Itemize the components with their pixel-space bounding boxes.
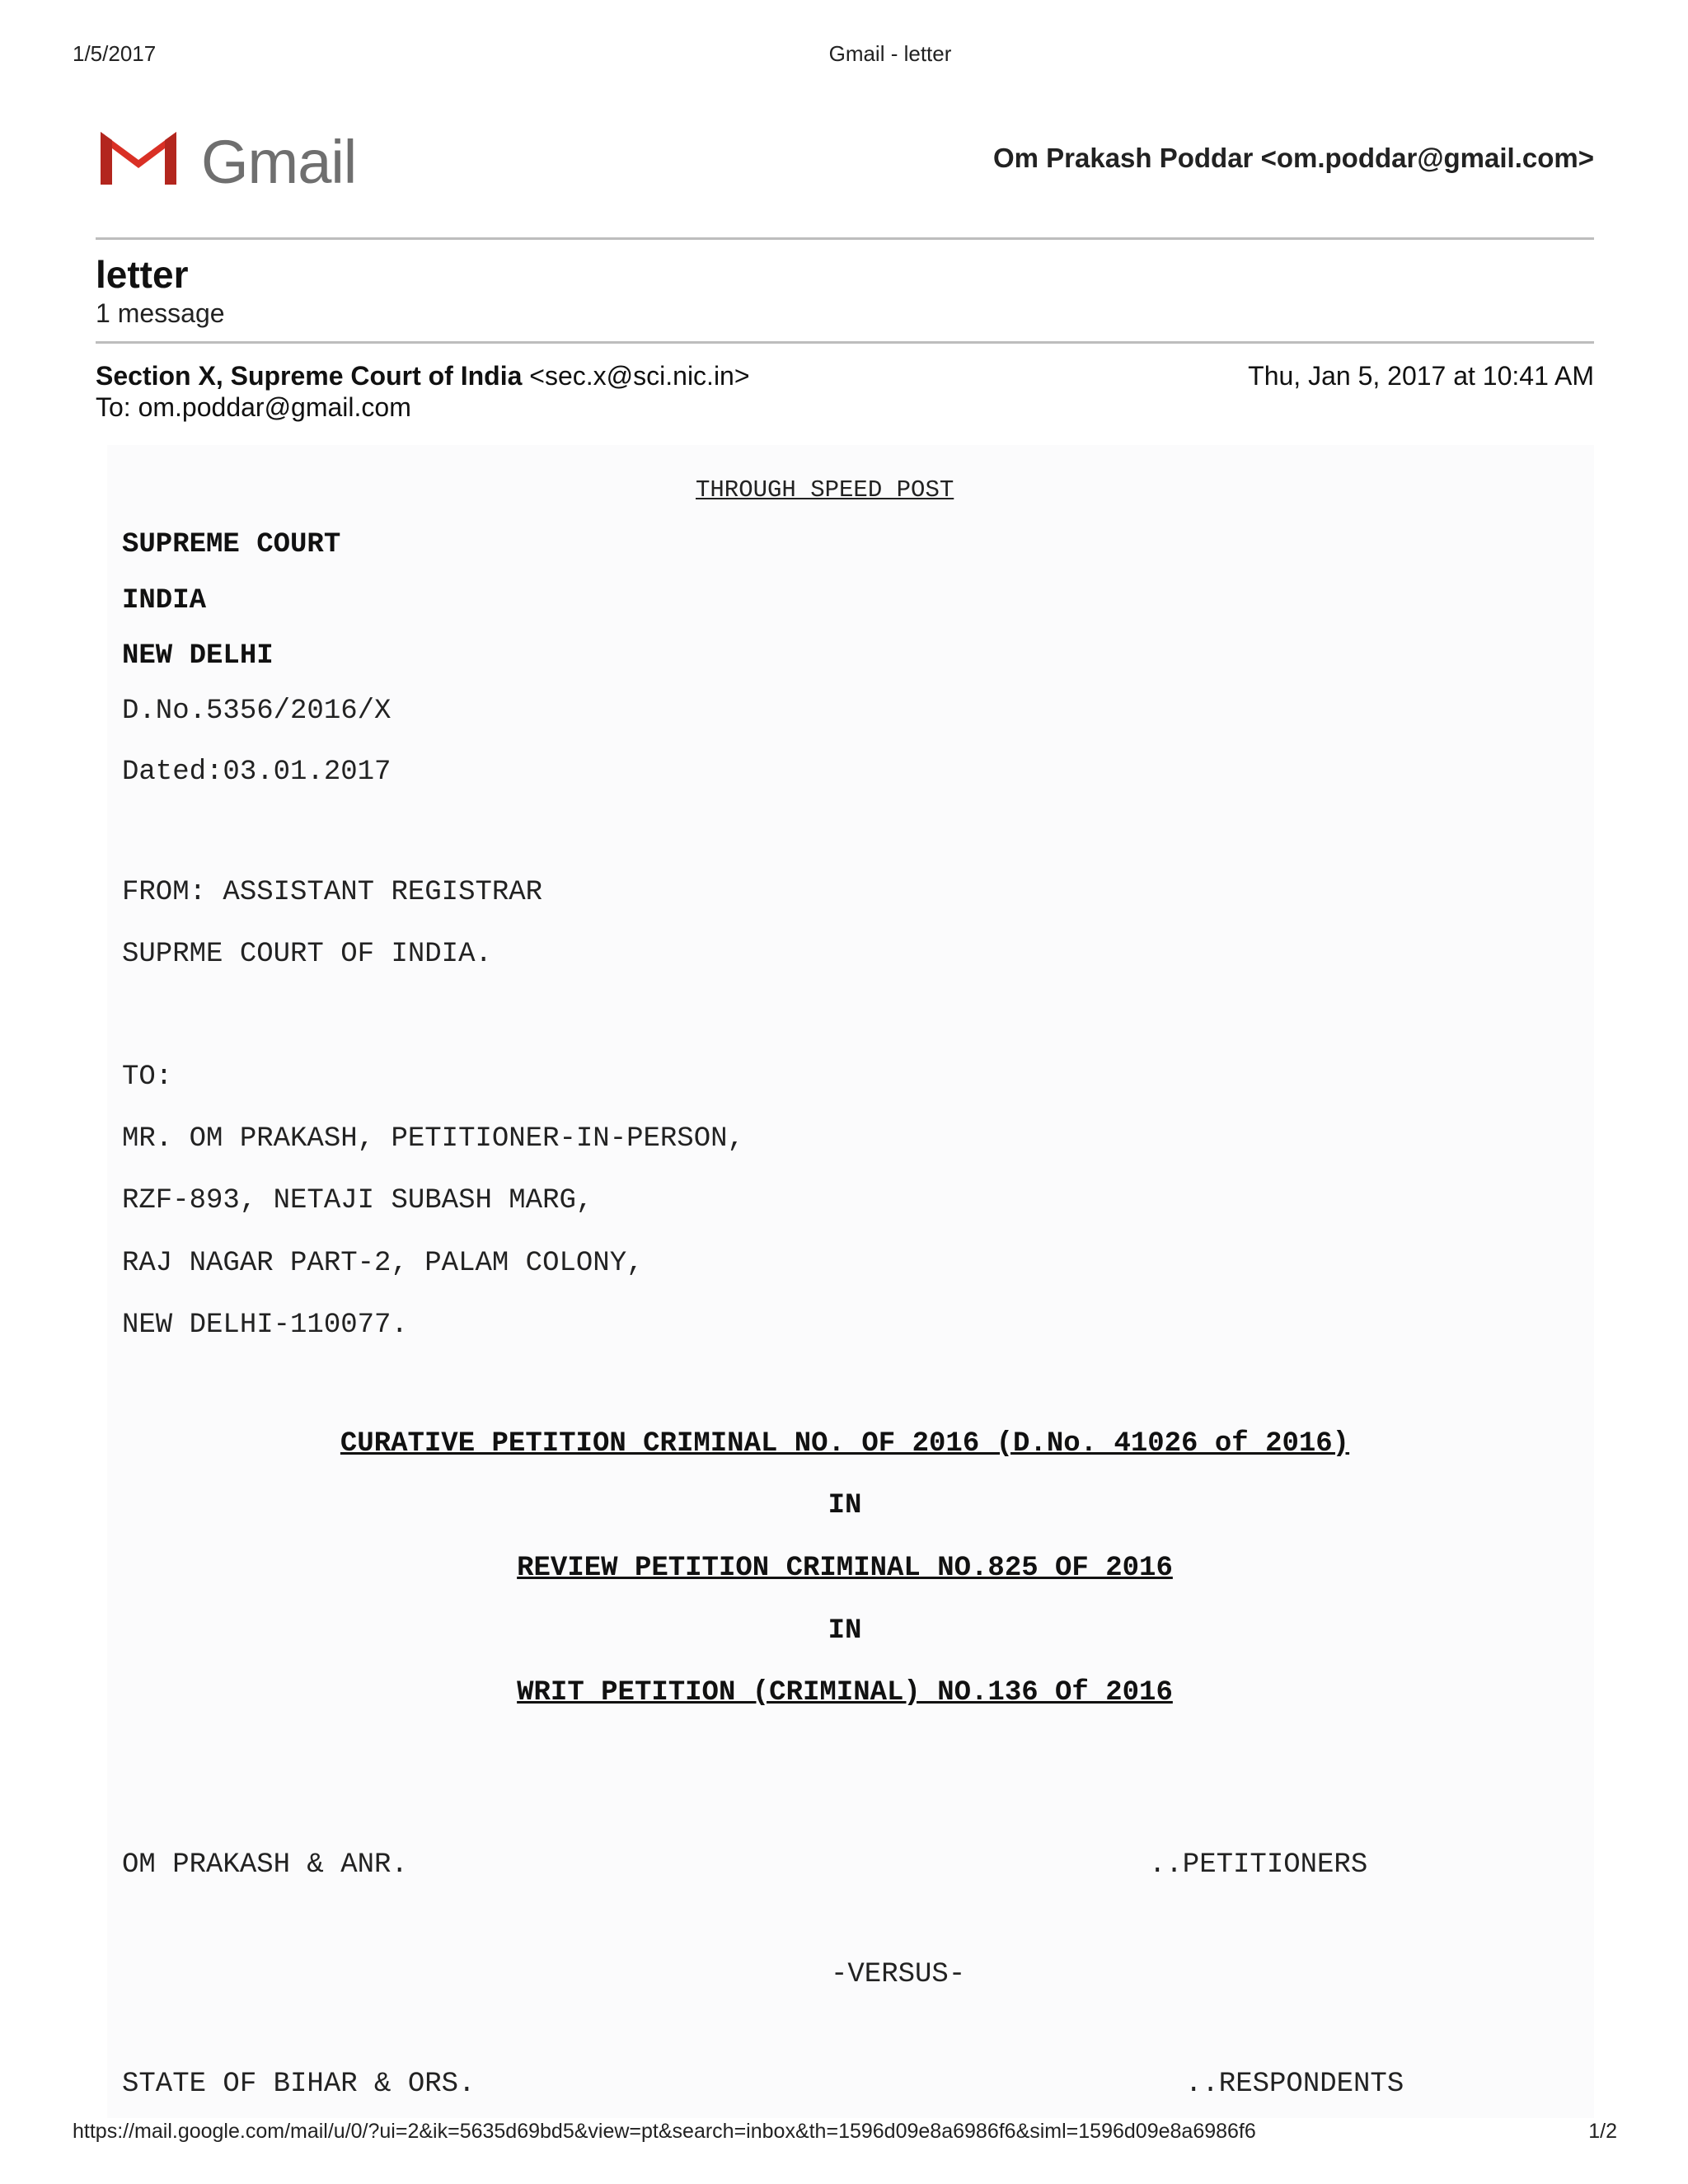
case-line: WRIT PETITION (CRIMINAL) NO.136 Of 2016 [517, 1677, 1173, 1708]
respondent-name: STATE OF BIHAR & ORS. [122, 2069, 476, 2100]
address-line: NEW DELHI-110077. [122, 1310, 408, 1341]
court-line: NEW DELHI [122, 640, 274, 672]
page-url: https://mail.google.com/mail/u/0/?ui=2&ik=5635d69bd5&view=pt&search=inbox&th=1596d09e8a6986f6&siml=1596d09e8a6986f6 [73, 2120, 1256, 2143]
address-line: RZF-893, NETAJI SUBASH MARG, [122, 1185, 593, 1216]
account-label: Om Prakash Poddar <om.poddar@gmail.com> [992, 143, 1594, 173]
print-date: 1/5/2017 [73, 41, 157, 66]
sender-email: <sec.x@sci.nic.in> [529, 361, 750, 391]
recipient: To: om.poddar@gmail.com [96, 392, 411, 422]
sender-name: Section X, Supreme Court of India [96, 361, 523, 391]
sender [96, 361, 750, 391]
diary-number: D.No.5356/2016/X [122, 696, 392, 727]
petitioner-name: OM PRAKASH & ANR. [122, 1849, 408, 1881]
message-count: 1 message [96, 298, 225, 328]
delivery-mode: THROUGH SPEED POST [696, 476, 954, 504]
to-label: TO: [122, 1062, 173, 1093]
gmail-m-icon [96, 127, 181, 190]
address-line: RAJ NAGAR PART-2, PALAM COLONY, [122, 1248, 644, 1279]
case-line: REVIEW PETITION CRIMINAL NO.825 OF 2016 [517, 1553, 1173, 1584]
court-line: INDIA [122, 585, 207, 616]
respondent-role: ..RESPONDENTS [1185, 2069, 1404, 2100]
from-org: SUPRME COURT OF INDIA. [122, 939, 492, 970]
from-line: FROM: ASSISTANT REGISTRAR [122, 877, 543, 908]
petitioner-role: ..PETITIONERS [1149, 1849, 1368, 1881]
address-line: MR. OM PRAKASH, PETITIONER-IN-PERSON, [122, 1123, 744, 1155]
letter-date: Dated:03.01.2017 [122, 757, 392, 788]
case-line: IN [828, 1615, 862, 1647]
thread-subject: letter [96, 253, 189, 296]
case-line: IN [828, 1490, 862, 1521]
subject-divider [96, 341, 1594, 344]
gmail-wordmark: Gmail [201, 128, 357, 196]
header-divider [96, 237, 1594, 240]
print-title: Gmail - letter [828, 41, 952, 66]
gmail-logo[interactable] [96, 124, 359, 196]
court-line: SUPREME COURT [122, 529, 341, 560]
case-line: CURATIVE PETITION CRIMINAL NO. OF 2016 (D.No. 41026 of 2016) [340, 1428, 1350, 1460]
versus: -VERSUS- [831, 1959, 966, 1990]
message-timestamp: Thu, Jan 5, 2017 at 10:41 AM [1248, 361, 1594, 391]
page-number: 1/2 [1588, 2120, 1617, 2143]
